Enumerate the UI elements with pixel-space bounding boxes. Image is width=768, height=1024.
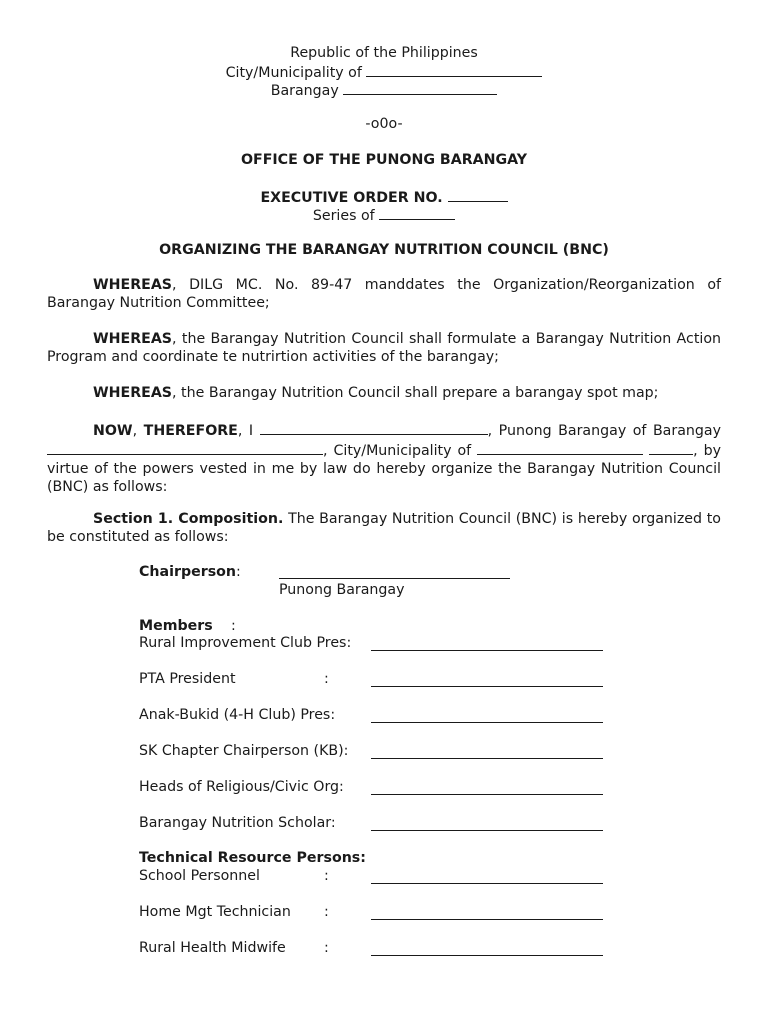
section-1-composition — [47, 510, 721, 546]
municipality-blank[interactable] — [477, 440, 643, 455]
chairperson-label: Chairperson: — [139, 564, 241, 580]
whereas-lead: WHEREAS — [93, 331, 173, 347]
member-row-blank[interactable] — [371, 794, 603, 795]
chairperson-blank[interactable] — [279, 578, 510, 579]
executive-order-number — [0, 187, 768, 207]
member-row-blank[interactable] — [371, 722, 603, 723]
whereas-lead: WHEREAS — [93, 277, 173, 293]
barangay-label: Barangay — [270, 83, 339, 99]
technical-row-label: Home Mgt Technician — [139, 904, 291, 920]
therefore-lead: THEREFORE — [143, 423, 238, 439]
republic-line: Republic of the Philippines — [290, 45, 478, 61]
office-heading: OFFICE OF THE PUNONG BARANGAY — [240, 152, 528, 168]
whereas-clause-2 — [47, 330, 721, 366]
member-row-blank[interactable] — [371, 830, 603, 831]
barangay-name-blank[interactable] — [47, 440, 323, 455]
technical-row-colon: : — [324, 904, 329, 920]
technical-row-label: School Personnel — [139, 868, 260, 884]
member-row-label: PTA President — [139, 671, 236, 687]
member-row-label: Anak-Bukid (4-H Club) Pres: — [139, 707, 336, 723]
barangay-line — [0, 80, 768, 100]
series-line — [0, 205, 768, 225]
whereas-lead: WHEREAS — [93, 385, 173, 401]
member-row-label: Barangay Nutrition Scholar: — [139, 815, 336, 831]
technical-heading: Technical Resource Persons: — [139, 850, 366, 866]
eo-label: EXECUTIVE ORDER NO. — [260, 190, 443, 206]
member-row-blank[interactable] — [371, 686, 603, 687]
whereas-clause-1 — [47, 276, 721, 312]
chairperson-title: Punong Barangay — [279, 582, 405, 598]
whereas-clause-3 — [47, 384, 721, 402]
technical-row-colon: : — [324, 868, 329, 884]
name-blank[interactable] — [260, 420, 488, 435]
member-row-label: SK Chapter Chairperson (KB): — [139, 743, 349, 759]
member-row-blank[interactable] — [371, 758, 603, 759]
technical-row-blank[interactable] — [371, 919, 603, 920]
member-row-label: Heads of Religious/Civic Org: — [139, 779, 344, 795]
city-label: City/Municipality of — [225, 65, 362, 81]
technical-row-blank[interactable] — [371, 955, 603, 956]
whereas-text: , the Barangay Nutrition Council shall prepare a barangay spot map; — [172, 385, 659, 401]
order-title: ORGANIZING THE BARANGAY NUTRITION COUNCIL (BNC) — [159, 242, 609, 258]
member-row-colon: : — [324, 671, 329, 687]
series-label: Series of — [312, 208, 375, 224]
members-colon: : — [231, 618, 236, 634]
member-row-label: Rural Improvement Club Pres: — [139, 635, 352, 651]
whereas-text: , the Barangay Nutrition Council shall formulate a Barangay Nutrition Action Program and coordinate te nutrirtion activities of the barangay; — [47, 331, 721, 365]
now-therefore-clause: NOW, THEREFORE, I , Punong Barangay of Barangay , City/Municipality of , by virtue of the powers vested in me by law do hereby organize the Barangay Nutrition Council (BNC) as follows: — [47, 420, 721, 496]
section-1-text: The Barangay Nutrition Council (BNC) is hereby organized to be constituted as follows: — [47, 511, 721, 545]
series-blank[interactable] — [379, 205, 455, 220]
separator: -o0o- — [365, 116, 403, 132]
technical-row-colon: : — [324, 940, 329, 956]
now-lead: NOW — [93, 423, 133, 439]
member-row-blank[interactable] — [371, 650, 603, 651]
members-heading: Members — [139, 618, 213, 634]
whereas-text: , DILG MC. No. 89-47 manddates the Organization/Reorganization of Barangay Nutrition Committee; — [47, 277, 721, 311]
eo-number-blank[interactable] — [448, 187, 508, 202]
technical-row-label: Rural Health Midwife — [139, 940, 286, 956]
municipality-blank-cont[interactable] — [649, 440, 693, 455]
city-blank[interactable] — [366, 62, 542, 77]
section-1-lead: Section 1. Composition. — [93, 511, 284, 527]
technical-row-blank[interactable] — [371, 883, 603, 884]
barangay-blank[interactable] — [343, 80, 497, 95]
city-line — [0, 62, 768, 82]
